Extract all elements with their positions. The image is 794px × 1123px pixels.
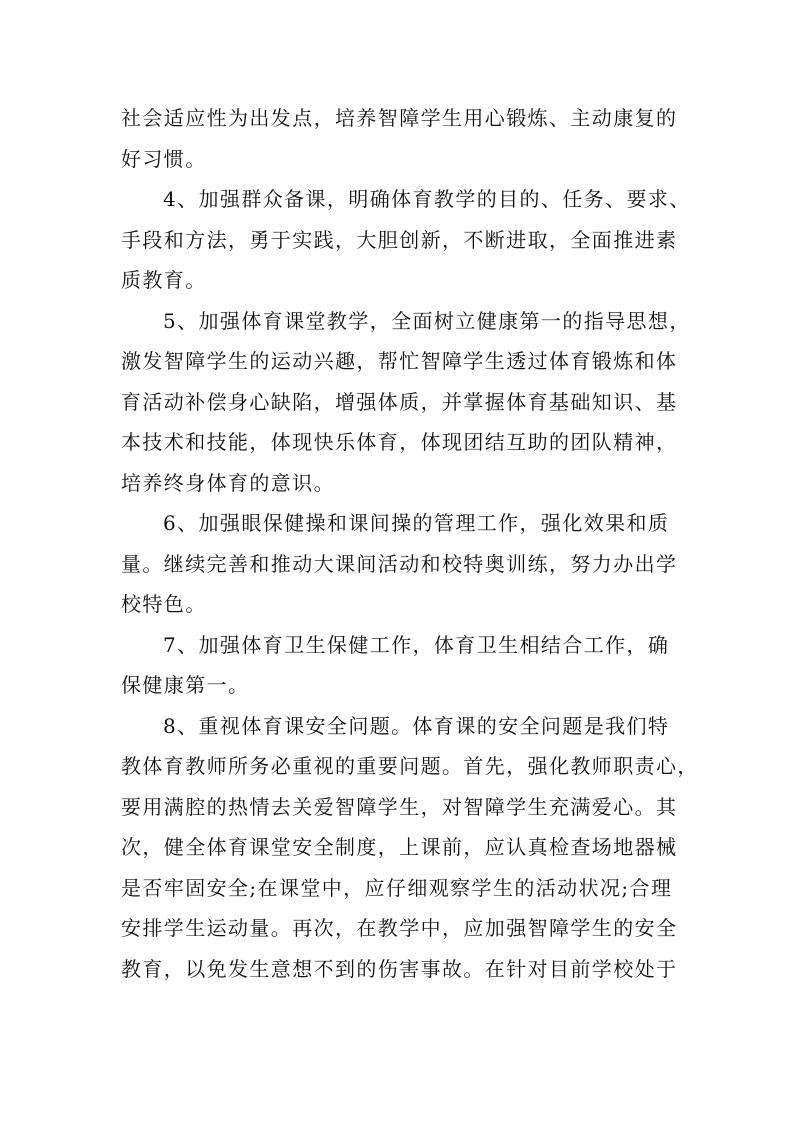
text-line: 5、加强体育课堂教学，全面树立健康第一的指导思想， bbox=[163, 308, 691, 333]
text-line: 保健康第一。 bbox=[121, 673, 250, 697]
text-line: 6、加强眼保健操和课间操的管理工作，强化效果和质 bbox=[163, 511, 670, 535]
text-line: 社会适应性为出发点，培养智障学生用心锻炼、主动康复的 bbox=[121, 106, 678, 130]
text-line: 教体育教师所务必重视的重要问题。首先，强化教师职责心， bbox=[121, 754, 699, 778]
text-line: 本技术和技能，体现快乐体育，体现团结互助的团队精神， bbox=[121, 430, 678, 454]
text-line: 校特色。 bbox=[121, 592, 207, 616]
text-line: 育活动补偿身心缺陷，增强体质，并掌握体育基础知识、基 bbox=[121, 389, 678, 414]
text-line: 量。继续完善和推动大课间活动和校特奥训练，努力办出学 bbox=[121, 551, 678, 576]
text-line: 培养终身体育的意识。 bbox=[121, 470, 335, 495]
text-line: 好习惯。 bbox=[121, 146, 207, 171]
body-text bbox=[121, 98, 699, 989]
text-line: 次，健全体育课堂安全制度，上课前，应认真检查场地器械 bbox=[121, 835, 678, 859]
text-line: 8、重视体育课安全问题。体育课的安全问题是我们特 bbox=[163, 713, 670, 738]
text-line: 要用满腔的热情去关爱智障学生，对智障学生充满爱心。其 bbox=[121, 794, 678, 819]
text-line: 激发智障学生的运动兴趣，帮忙智障学生透过体育锻炼和体 bbox=[121, 349, 678, 373]
text-line: 质教育。 bbox=[121, 268, 207, 292]
text-line: 7、加强体育卫生保健工作，体育卫生相结合工作，确 bbox=[163, 632, 670, 657]
text-line: 手段和方法，勇于实践，大胆创新，不断进取，全面推进素 bbox=[121, 227, 678, 252]
text-line: 安排学生运动量。再次，在教学中，应加强智障学生的安全 bbox=[121, 916, 678, 940]
text-line: 是否牢固安全;在课堂中，应仔细观察学生的活动状况;合理 bbox=[121, 875, 673, 900]
text-line: 教育，以免发生意想不到的伤害事故。在针对目前学校处于 bbox=[121, 956, 678, 981]
text-line: 4、加强群众备课，明确体育教学的目的、任务、要求、 bbox=[163, 187, 691, 211]
